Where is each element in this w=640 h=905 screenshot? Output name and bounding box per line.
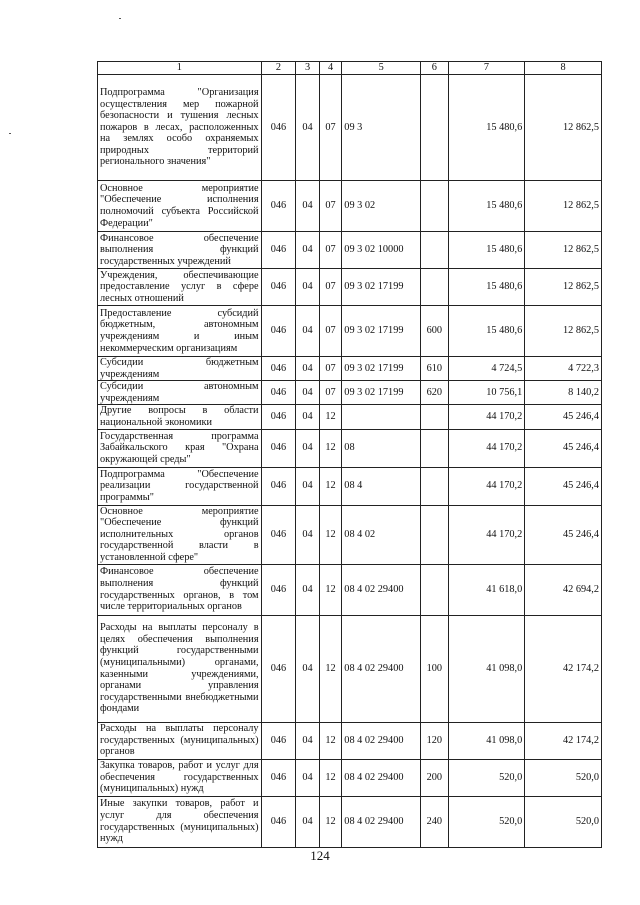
table-row (98, 306, 602, 357)
cell-section: 04 (296, 75, 320, 181)
cell-amount-1: 44 170,2 (448, 505, 525, 564)
cell-amount-2: 12 862,5 (525, 269, 602, 306)
cell-admin-code: 046 (261, 181, 296, 232)
cell-amount-2: 8 140,2 (525, 381, 602, 405)
table-row (98, 232, 602, 269)
cell-target-article: 08 4 02 (342, 505, 421, 564)
cell-expense-type (421, 467, 449, 505)
cell-section: 04 (296, 181, 320, 232)
cell-amount-2: 12 862,5 (525, 306, 602, 357)
header-cell: 7 (448, 62, 525, 75)
cell-expense-type (421, 429, 449, 467)
cell-target-article: 09 3 02 17199 (342, 306, 421, 357)
header-cell: 3 (296, 62, 320, 75)
cell-target-article: 08 4 02 29400 (342, 796, 421, 847)
table-row (98, 759, 602, 796)
cell-section: 04 (296, 306, 320, 357)
cell-section: 04 (296, 269, 320, 306)
cell-amount-1: 41 098,0 (448, 615, 525, 722)
cell-amount-1: 520,0 (448, 796, 525, 847)
cell-subsection: 12 (319, 759, 341, 796)
cell-section: 04 (296, 505, 320, 564)
cell-subsection: 07 (319, 269, 341, 306)
cell-admin-code: 046 (261, 796, 296, 847)
scan-speck (119, 18, 121, 19)
table-row (98, 357, 602, 381)
cell-amount-2: 12 862,5 (525, 75, 602, 181)
cell-subsection: 12 (319, 405, 341, 429)
cell-amount-2: 45 246,4 (525, 505, 602, 564)
cell-expense-type: 610 (421, 357, 449, 381)
cell-target-article: 09 3 02 10000 (342, 232, 421, 269)
cell-name: Подпрограмма "Обеспечение реализации государственной программы" (98, 467, 262, 505)
cell-subsection: 12 (319, 505, 341, 564)
cell-target-article: 08 4 02 29400 (342, 722, 421, 759)
cell-admin-code: 046 (261, 306, 296, 357)
cell-subsection: 07 (319, 306, 341, 357)
cell-subsection: 12 (319, 564, 341, 615)
cell-admin-code: 046 (261, 615, 296, 722)
cell-expense-type: 620 (421, 381, 449, 405)
table-row (98, 381, 602, 405)
cell-admin-code: 046 (261, 505, 296, 564)
cell-amount-1: 15 480,6 (448, 269, 525, 306)
cell-name: Расходы на выплаты персоналу в целях обеспечения выполнения функций государственными (муниципальными) органами, казенными учреждениями, органами управления государственными внебюджетными фондами (98, 615, 262, 722)
cell-amount-2: 4 722,3 (525, 357, 602, 381)
cell-expense-type (421, 232, 449, 269)
cell-amount-1: 41 098,0 (448, 722, 525, 759)
cell-subsection: 12 (319, 429, 341, 467)
cell-expense-type (421, 269, 449, 306)
cell-admin-code: 046 (261, 759, 296, 796)
cell-subsection: 12 (319, 796, 341, 847)
cell-name: Субсидии бюджетным учреждениям (98, 357, 262, 381)
cell-target-article: 08 4 02 29400 (342, 564, 421, 615)
cell-amount-2: 42 174,2 (525, 615, 602, 722)
cell-amount-1: 44 170,2 (448, 429, 525, 467)
cell-amount-1: 15 480,6 (448, 181, 525, 232)
header-cell: 8 (525, 62, 602, 75)
cell-name: Предоставление субсидий бюджетным, автономным учреждениям и иным некоммерческим организациям (98, 306, 262, 357)
cell-expense-type: 200 (421, 759, 449, 796)
cell-name: Другие вопросы в области национальной экономики (98, 405, 262, 429)
header-cell: 5 (342, 62, 421, 75)
cell-target-article: 08 4 02 29400 (342, 615, 421, 722)
cell-amount-2: 12 862,5 (525, 232, 602, 269)
cell-admin-code: 046 (261, 357, 296, 381)
cell-amount-2: 12 862,5 (525, 181, 602, 232)
cell-expense-type: 240 (421, 796, 449, 847)
cell-section: 04 (296, 796, 320, 847)
cell-section: 04 (296, 615, 320, 722)
cell-admin-code: 046 (261, 75, 296, 181)
header-row (98, 62, 602, 75)
cell-amount-2: 520,0 (525, 759, 602, 796)
cell-name: Финансовое обеспечение выполнения функций государственных учреждений (98, 232, 262, 269)
cell-target-article: 08 (342, 429, 421, 467)
cell-section: 04 (296, 429, 320, 467)
cell-amount-1: 10 756,1 (448, 381, 525, 405)
table-row (98, 75, 602, 181)
header-cell: 4 (319, 62, 341, 75)
cell-expense-type: 600 (421, 306, 449, 357)
cell-amount-1: 15 480,6 (448, 75, 525, 181)
table-row (98, 429, 602, 467)
cell-name: Учреждения, обеспечивающие предоставление услуг в сфере лесных отношений (98, 269, 262, 306)
cell-expense-type: 120 (421, 722, 449, 759)
cell-target-article: 09 3 (342, 75, 421, 181)
table-row (98, 505, 602, 564)
cell-admin-code: 046 (261, 429, 296, 467)
cell-admin-code: 046 (261, 564, 296, 615)
cell-expense-type: 100 (421, 615, 449, 722)
cell-target-article: 09 3 02 17199 (342, 269, 421, 306)
scan-speck (9, 133, 11, 134)
cell-expense-type (421, 75, 449, 181)
cell-admin-code: 046 (261, 381, 296, 405)
table-row (98, 615, 602, 722)
cell-amount-2: 45 246,4 (525, 405, 602, 429)
header-cell: 2 (261, 62, 296, 75)
cell-amount-2: 45 246,4 (525, 467, 602, 505)
budget-table (97, 61, 602, 848)
cell-admin-code: 046 (261, 232, 296, 269)
cell-section: 04 (296, 564, 320, 615)
cell-section: 04 (296, 759, 320, 796)
cell-subsection: 07 (319, 181, 341, 232)
cell-name: Подпрограмма "Организация осуществления мер пожарной безопасности и тушения лесных пожаров в лесах, расположенных на землях особо охраняемых природных территорий регионального значения" (98, 75, 262, 181)
cell-amount-1: 4 724,5 (448, 357, 525, 381)
cell-target-article: 09 3 02 17199 (342, 357, 421, 381)
cell-amount-1: 15 480,6 (448, 306, 525, 357)
cell-expense-type (421, 505, 449, 564)
cell-amount-2: 42 694,2 (525, 564, 602, 615)
cell-section: 04 (296, 357, 320, 381)
cell-amount-1: 44 170,2 (448, 405, 525, 429)
cell-target-article: 08 4 (342, 467, 421, 505)
cell-subsection: 07 (319, 357, 341, 381)
cell-amount-1: 44 170,2 (448, 467, 525, 505)
cell-name: Расходы на выплаты персоналу государственных (муниципальных) органов (98, 722, 262, 759)
table-row (98, 722, 602, 759)
cell-target-article (342, 405, 421, 429)
cell-amount-2: 45 246,4 (525, 429, 602, 467)
cell-amount-2: 520,0 (525, 796, 602, 847)
header-cell: 1 (98, 62, 262, 75)
cell-subsection: 12 (319, 722, 341, 759)
table-row (98, 796, 602, 847)
cell-amount-1: 41 618,0 (448, 564, 525, 615)
table-row (98, 181, 602, 232)
table-row (98, 269, 602, 306)
cell-admin-code: 046 (261, 405, 296, 429)
cell-subsection: 12 (319, 467, 341, 505)
cell-name: Иные закупки товаров, работ и услуг для обеспечения государственных (муниципальных) нужд (98, 796, 262, 847)
cell-expense-type (421, 405, 449, 429)
cell-section: 04 (296, 381, 320, 405)
cell-admin-code: 046 (261, 269, 296, 306)
cell-name: Государственная программа Забайкальского края "Охрана окружающей среды" (98, 429, 262, 467)
cell-expense-type (421, 564, 449, 615)
cell-target-article: 08 4 02 29400 (342, 759, 421, 796)
cell-section: 04 (296, 405, 320, 429)
cell-name: Субсидии автономным учреждениям (98, 381, 262, 405)
cell-admin-code: 046 (261, 467, 296, 505)
table-row (98, 564, 602, 615)
cell-subsection: 12 (319, 615, 341, 722)
cell-subsection: 07 (319, 232, 341, 269)
cell-subsection: 07 (319, 75, 341, 181)
cell-name: Основное мероприятие "Обеспечение функций исполнительных органов государственной власти в установленной сфере" (98, 505, 262, 564)
cell-amount-2: 42 174,2 (525, 722, 602, 759)
cell-name: Основное мероприятие "Обеспечение исполнения полномочий субъекта Российской Федерации" (98, 181, 262, 232)
cell-target-article: 09 3 02 (342, 181, 421, 232)
cell-name: Закупка товаров, работ и услуг для обеспечения государственных (муниципальных) нужд (98, 759, 262, 796)
cell-amount-1: 520,0 (448, 759, 525, 796)
cell-amount-1: 15 480,6 (448, 232, 525, 269)
table-body (98, 62, 602, 848)
cell-section: 04 (296, 722, 320, 759)
cell-section: 04 (296, 467, 320, 505)
cell-section: 04 (296, 232, 320, 269)
table-row (98, 467, 602, 505)
header-cell: 6 (421, 62, 449, 75)
cell-expense-type (421, 181, 449, 232)
table-row (98, 405, 602, 429)
cell-name: Финансовое обеспечение выполнения функций государственных органов, в том числе территориальных органов (98, 564, 262, 615)
page-number: 124 (310, 848, 330, 863)
cell-subsection: 07 (319, 381, 341, 405)
cell-target-article: 09 3 02 17199 (342, 381, 421, 405)
cell-admin-code: 046 (261, 722, 296, 759)
